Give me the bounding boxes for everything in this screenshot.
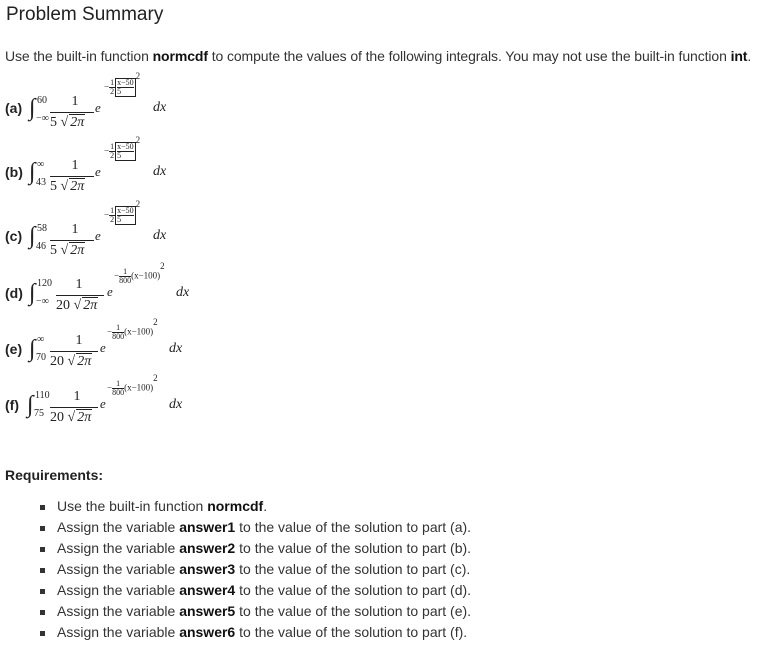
- upper-limit: 58: [37, 223, 47, 234]
- intro-fn-int: int: [730, 48, 748, 64]
- exponent: − $\frac{1}{800}$ (x−100)2: [107, 317, 158, 341]
- exp-base: e: [100, 340, 106, 355]
- denominator: 20 √ 2π: [56, 298, 98, 313]
- denominator: 20 √ 2π: [50, 354, 92, 369]
- fraction-bar: [50, 407, 98, 408]
- numerator: 1: [75, 277, 83, 292]
- exp-base: e: [100, 396, 106, 411]
- list-item: Assign the variable answer2 to the value of the solution to part (b).: [40, 538, 471, 559]
- fraction-bar: [50, 240, 94, 241]
- denominator: 5 √ 2π: [50, 243, 85, 258]
- list-item: Assign the variable answer5 to the value of the solution to part (e).: [40, 601, 471, 622]
- fraction-bar: [50, 112, 94, 113]
- lower-limit: 70: [36, 352, 46, 363]
- dx: dx: [169, 397, 183, 412]
- denominator: 5 √ 2π: [50, 115, 85, 130]
- denominator: 20 √ 2π: [50, 410, 92, 425]
- integral-sign: ∫: [27, 392, 34, 418]
- problem-f: [0, 373, 300, 440]
- requirements-list: [40, 496, 471, 643]
- upper-limit: ∞: [37, 159, 45, 170]
- dx: dx: [153, 100, 167, 115]
- lower-limit: −∞: [36, 113, 49, 124]
- fraction-bar: [50, 176, 94, 177]
- exp-base: e: [95, 100, 101, 115]
- upper-limit: 110: [35, 390, 50, 401]
- lower-limit: −∞: [36, 296, 49, 307]
- list-item: Assign the variable answer6 to the value of the solution to part (f).: [40, 622, 471, 643]
- lower-limit: 75: [34, 408, 44, 419]
- dx: dx: [169, 341, 183, 356]
- lower-limit: 43: [36, 177, 46, 188]
- integral-sign: ∫: [29, 159, 36, 185]
- problem-e: [0, 317, 300, 384]
- integral-sign: ∫: [29, 336, 36, 362]
- list-item: Assign the variable answer4 to the value of the solution to part (d).: [40, 580, 471, 601]
- numerator: 1: [71, 94, 79, 109]
- numerator: 1: [73, 389, 81, 404]
- problem-label: (e): [5, 341, 23, 357]
- list-item: Use the built-in function normcdf.: [40, 496, 471, 517]
- fraction-bar: [50, 351, 98, 352]
- exp-base: e: [95, 164, 101, 179]
- exponent: − $\frac{1}{800}$ (x−100)2: [107, 373, 158, 397]
- problem-b: [0, 135, 300, 202]
- lower-limit: 46: [36, 241, 46, 252]
- dx: dx: [153, 228, 167, 243]
- upper-limit: 120: [37, 278, 52, 289]
- exp-base: e: [95, 228, 101, 243]
- exponent: − $\frac{1}{2}$ $\frac{x-50}{5}2$: [104, 199, 141, 224]
- integral-sign: ∫: [29, 280, 36, 306]
- intro-part1: Use the built-in function: [5, 48, 153, 64]
- problem-a: [0, 71, 300, 138]
- integral-sign: ∫: [29, 223, 36, 249]
- upper-limit: ∞: [37, 334, 45, 345]
- page-title: Problem Summary: [6, 4, 164, 25]
- integral-sign: ∫: [29, 95, 36, 121]
- intro-text: [5, 48, 751, 64]
- problem-label: (d): [5, 285, 23, 301]
- fraction-bar: [56, 295, 104, 296]
- numerator: 1: [75, 333, 83, 348]
- exponent: − $\frac{1}{2}$ $\frac{x-50}{5}2$: [104, 135, 141, 160]
- dx: dx: [176, 285, 190, 300]
- problem-label: (f): [5, 397, 19, 413]
- problem-c: [0, 199, 300, 266]
- intro-part3: .: [747, 48, 752, 64]
- denominator: 5 √ 2π: [50, 179, 85, 194]
- exp-base: e: [107, 284, 113, 299]
- dx: dx: [153, 164, 167, 179]
- problem-d: [0, 261, 300, 328]
- requirements-heading: Requirements:: [5, 467, 104, 483]
- problem-label: (b): [5, 164, 23, 180]
- exponent: − $\frac{1}{2}$ $\frac{x-50}{5}2$: [104, 71, 141, 96]
- numerator: 1: [71, 158, 79, 173]
- intro-fn-normcdf: normcdf: [152, 48, 208, 64]
- problem-label: (a): [5, 100, 23, 116]
- list-item: Assign the variable answer1 to the value of the solution to part (a).: [40, 517, 471, 538]
- intro-part2: to compute the values of the following integrals. You may not use the built-in function: [207, 48, 731, 64]
- problem-label: (c): [5, 228, 23, 244]
- upper-limit: 60: [37, 95, 47, 106]
- exponent: − $\frac{1}{800}$ (x−100)2: [114, 261, 165, 285]
- list-item: Assign the variable answer3 to the value of the solution to part (c).: [40, 559, 471, 580]
- numerator: 1: [71, 222, 79, 237]
